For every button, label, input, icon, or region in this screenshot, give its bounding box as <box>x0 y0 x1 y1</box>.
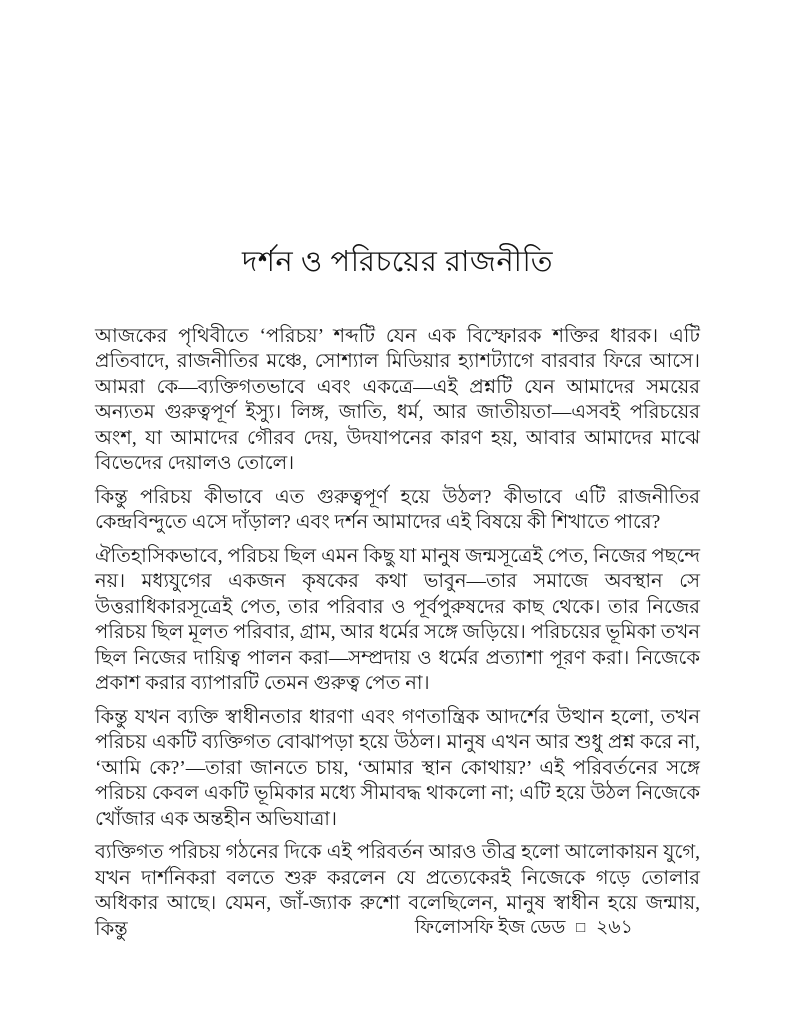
body-paragraph: কিন্তু যখন ব্যক্তি স্বাধীনতার ধারণা এবং গণতান্ত্রিক আদর্শের উত্থান হলো, তখন পরিচয় একটি ব্যক্তিগত বোঝাপড়া হয়ে উঠল। মানুষ এখন আর শুধু প্রশ্ন করে না, ‘আমি কে?’—তারা জানতে চায়, ‘আমার স্থান কোথায়?’ এই পরিবর্তনের সঙ্গে পরিচয় কেবল একটি ভূমিকার মধ্যে সীমাবদ্ধ থাকলো না; এটি হয়ে উঠল নিজেকে খোঁজার এক অন্তহীন অভিযাত্রা। <box>95 706 700 830</box>
footer-page-number: ২৬১ <box>595 917 633 938</box>
page-content <box>95 244 700 942</box>
body-paragraph: ব্যক্তিগত পরিচয় গঠনের দিকে এই পরিবর্তন আরও তীব্র হলো আলোকায়ন যুগে, যখন দার্শনিকরা বলতে শুরু করলেন যে প্রত্যেকেরই নিজেকে গড়ে তোলার অধিকার আছে। যেমন, জাঁ-জ্যাক রুশো বলেছিলেন, মানুষ স্বাধীন হয়ে জন্মায়, কিন্তু <box>95 842 700 940</box>
chapter-body <box>95 324 700 943</box>
body-paragraph: কিন্তু পরিচয় কীভাবে এত গুরুত্বপূর্ণ হয়ে উঠল? কীভাবে এটি রাজনীতির কেন্দ্রবিন্দুতে এসে দাঁড়াল? এবং দর্শন আমাদের এই বিষয়ে কী শিখাতে পারে? <box>95 486 700 534</box>
body-paragraph: আজকের পৃথিবীতে ‘পরিচয়’ শব্দটি যেন এক বিস্ফোরক শক্তির ধারক। এটি প্রতিবাদে, রাজনীতির মঞ্চে, সোশ্যাল মিডিয়ার হ্যাশট্যাগে বারবার ফিরে আসে। আমরা কে—ব্যক্তিগতভাবে এবং একত্রে—এই প্রশ্নটি যেন আমাদের সময়ের অন্যতম গুরুত্বপূর্ণ ইস্যু। লিঙ্গ, জাতি, ধর্ম, আর জাতীয়তা—এসবই পরিচয়ের অংশ, যা আমাদের গৌরব দেয়, উদযাপনের কারণ হয়, আবার আমাদের মাঝে বিভেদের দেয়ালও তোলে। <box>95 325 700 475</box>
body-paragraph: ঐতিহাসিকভাবে, পরিচয় ছিল এমন কিছু যা মানুষ জন্মসূত্রেই পেত, নিজের পছন্দে নয়। মধ্যযুগের একজন কৃষকের কথা ভাবুন—তার সমাজে অবস্থান সে উত্তরাধিকারসূত্রেই পেত, তার পরিবার ও পূর্বপুরুষদের কাছ থেকে। তার নিজের পরিচয় ছিল মূলত পরিবার, গ্রাম, আর ধর্মের সঙ্গে জড়িয়ে। পরিচয়ের ভূমিকা তখন ছিল নিজের দায়িত্ব পালন করা—সম্প্রদায় ও ধর্মের প্রত্যাশা পূরণ করা। নিজেকে প্রকাশ করার ব্যাপারটি তেমন গুরুত্ব পেত না। <box>95 545 700 695</box>
square-divider-icon: □ <box>576 920 586 936</box>
page-footer <box>95 913 633 945</box>
footer-book-title: ফিলোসফি ইজ ডেড <box>414 917 566 938</box>
chapter-title: দর্শন ও পরিচয়ের রাজনীতি <box>241 246 554 278</box>
